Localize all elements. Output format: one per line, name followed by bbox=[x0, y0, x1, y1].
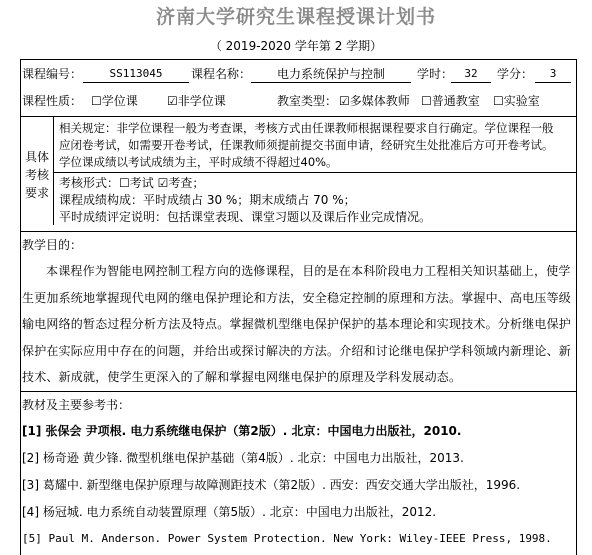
exam-form: 考核形式：☐考试 ☑考查； bbox=[59, 176, 205, 190]
course-code-label: 课程编号： bbox=[22, 67, 83, 81]
reference-item: [5] Paul M. Anderson. Power System Protection. New York: Wiley-IEEE Press, 1998. bbox=[22, 532, 552, 545]
grade-composition: 课程成绩构成：平时成绩占 30 %；期末成绩占 70 %； bbox=[59, 193, 356, 207]
room-regular-checkbox[interactable]: ☐普通教室 bbox=[421, 94, 480, 108]
room-lab-checkbox[interactable]: ☐实验室 bbox=[493, 94, 540, 108]
nature-degree-checkbox[interactable]: ☐学位课 bbox=[91, 94, 138, 108]
rules-line-3: 学位课成绩以考试成绩为主，平时成绩不得超过40%。 bbox=[59, 155, 338, 169]
page-title: 济南大学研究生课程授课计划书 bbox=[155, 6, 436, 28]
objectives-heading: 教学目的： bbox=[22, 238, 83, 252]
divider bbox=[53, 116, 54, 225]
course-plan-table bbox=[20, 59, 577, 555]
usual-grade-note: 平时成绩评定说明：包括课堂表现、课堂习题以及课后作业完成情况。 bbox=[59, 210, 432, 224]
reference-item: [3] 葛耀中. 新型继电保护原理与故障测距技术（第2版）. 西安：西安交通大学出版社，1996. bbox=[22, 478, 521, 492]
divider bbox=[21, 391, 576, 392]
divider bbox=[21, 231, 576, 232]
rules-line-2: 应闭卷考试，如需要开卷考试，任课教师须提前提交书面申请，经研究生处批准后方可开卷考试。 bbox=[59, 138, 554, 152]
divider bbox=[21, 116, 576, 117]
requirements-label-1: 具体 bbox=[24, 150, 49, 164]
hours-value: 32 bbox=[451, 66, 491, 83]
credits-value: 3 bbox=[535, 66, 571, 83]
hours-label: 学时： bbox=[417, 67, 454, 81]
requirements-label-2: 考核 bbox=[24, 168, 49, 182]
objectives-body: 本课程作为智能电网控制工程方向的选修课程，目的是在本科阶段电力工程相关知识基础上，使学生更加系统地掌握现代电网的继电保护理论和方法，安全稳定控制的原理和方法。掌握中、高电压等级输电网络的暂态过程分析方法及特点。掌握微机型继电保护保护的基本理论和实现技术。分析继电保护保护在实际应用中存在的问题，并给出或探讨解决的方法。介绍和讨论继电保护学科领域内新理论、新技术、新成就，使学生更深入的了解和掌握电网继电保护的原理及学科发展动态。 bbox=[22, 264, 572, 384]
references-heading: 教材及主要参考书： bbox=[22, 398, 131, 412]
course-name-value: 电力系统保护与控制 bbox=[251, 66, 411, 83]
course-code-value: SS113045 bbox=[83, 66, 189, 83]
nature-nondegree-checkbox[interactable]: ☑非学位课 bbox=[167, 94, 226, 108]
credits-label: 学分： bbox=[497, 67, 534, 81]
course-name-label: 课程名称： bbox=[191, 67, 252, 81]
rules-line-1: 相关规定：非学位课程一般为考查课，考核方式由任课教师根据课程要求自行确定。学位课程一般 bbox=[59, 121, 554, 135]
course-nature-label: 课程性质： bbox=[22, 94, 83, 108]
room-multimedia-checkbox[interactable]: ☑多媒体教师 bbox=[339, 94, 410, 108]
reference-item: [4] 杨冠城. 电力系统自动装置原理（第5版）. 北京：中国电力出版社，2012. bbox=[22, 505, 437, 519]
semester-line: （ 2019-2020 学年第 2 学期） bbox=[209, 39, 383, 53]
reference-item: [2] 杨奇逊 黄少锋. 微型机继电保护基础（第4版）. 北京：中国电力出版社，2013. bbox=[22, 451, 464, 465]
divider bbox=[53, 172, 576, 173]
requirements-label-3: 要求 bbox=[24, 186, 49, 200]
room-type-label: 教室类型： bbox=[277, 94, 338, 108]
reference-item: [1] 张保会 尹项根. 电力系统继电保护（第2版）. 北京：中国电力出版社，2010. bbox=[22, 424, 462, 438]
